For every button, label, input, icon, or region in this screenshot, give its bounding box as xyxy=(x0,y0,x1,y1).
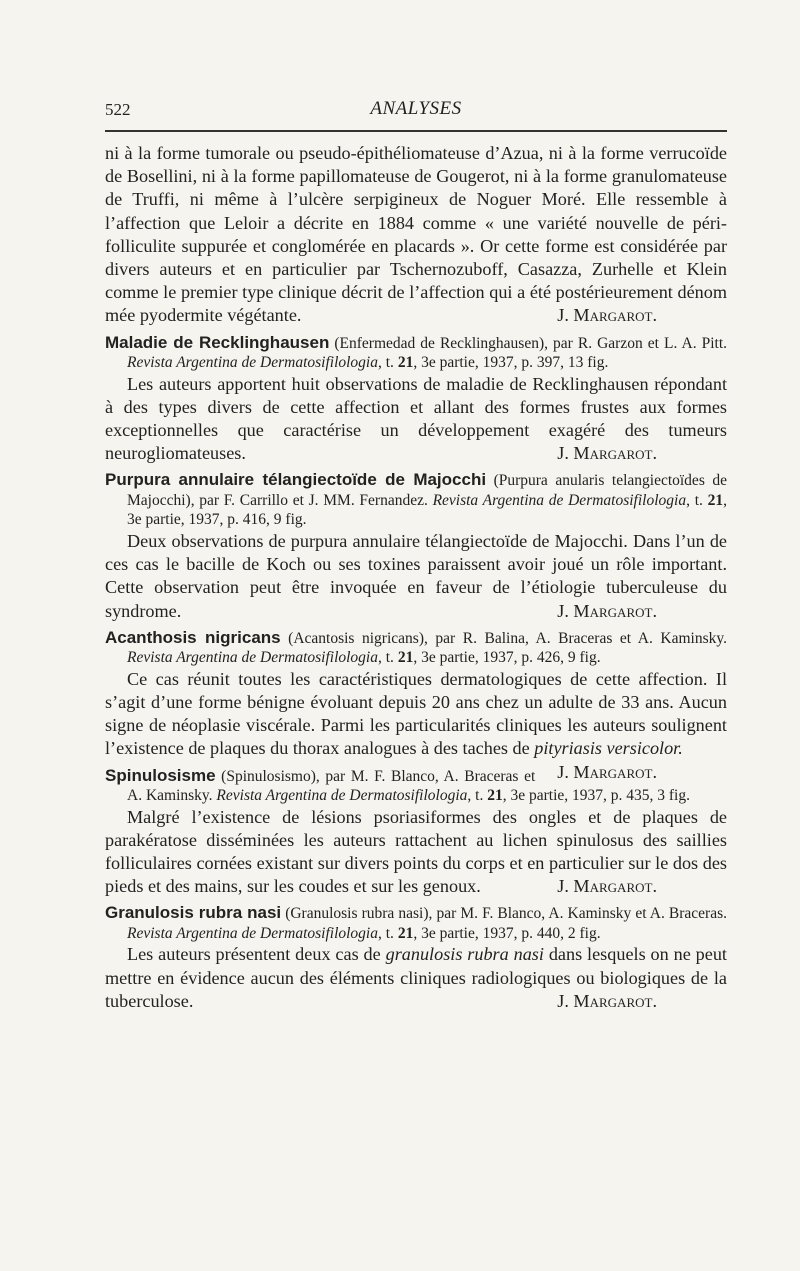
review-entry xyxy=(105,766,727,899)
journal-name: Revista Argentina de Dermatosifilologia xyxy=(127,649,378,667)
journal-name: Revista Argentina de Dermatosifilologia xyxy=(127,924,378,942)
entry-title: Purpura annulaire télangiectoïde de Majocchi xyxy=(105,470,487,490)
page-header xyxy=(105,96,727,124)
volume-number: 21 xyxy=(397,649,414,667)
citation-text: , t. xyxy=(467,787,488,805)
signature: J. Margarot. xyxy=(557,443,657,464)
volume-number: 21 xyxy=(397,924,414,942)
entry-title: Maladie de Recklinghausen xyxy=(105,332,330,352)
citation-text: , t. xyxy=(378,354,398,372)
citation-text: , t. xyxy=(378,924,398,942)
citation-authors: (Acantosis nigricans), par R. Balina, A. Braceras et A. Kaminsky. xyxy=(280,629,727,647)
citation-pages: , 3e partie, 1937, p. 440, 2 fig. xyxy=(413,924,601,942)
signature: J. Margarot. xyxy=(557,990,657,1011)
entry-title: Spinulosisme xyxy=(105,765,216,785)
journal-name: Revista Argentina de Dermatosifilologia xyxy=(127,354,378,372)
entry-body xyxy=(105,530,727,623)
citation-pages: , 3e partie, 1937, p. 426, 9 fig. xyxy=(413,649,601,667)
citation-authors: (Enfermedad de Recklinghausen), par R. Garzon et L. A. Pitt. xyxy=(334,334,728,352)
intro-paragraph xyxy=(105,142,727,328)
signature: J. Margarot. xyxy=(557,305,657,326)
citation-pages: , 3e partie, 1937, p. 435, 3 fig. xyxy=(502,787,690,805)
citation-authors: (Granulosis rubra nasi), par M. F. Blanco, A. Kaminsky et A. Braceras. xyxy=(281,905,727,923)
entry-citation xyxy=(105,628,727,668)
citation-pages: , 3e partie, 1937, p. 416, 9 fig. xyxy=(127,491,727,529)
entry-title: Acanthosis nigricans xyxy=(105,627,281,647)
body-text: Malgré l’existence de lésions psoriasiformes des ongles et de plaques de parakératose disséminées les auteurs rattachent au lichen spinulosus des saillies folliculaires cornées existant sur divers points du corps et en particulier sur le dos des pieds et des mains, sur les coudes et sur les genoux. xyxy=(105,806,727,897)
review-entry xyxy=(105,470,727,622)
page xyxy=(105,96,727,1013)
entry-citation xyxy=(105,903,727,943)
intro-text: ni à la forme tumorale ou pseudo-épithéliomateuse d’Azua, ni à la forme verrucoïde de Bosellini, ni à la forme papillomateuse de Gougerot, ni à la forme granulomateuse de Truffi, ni même à l’ulcère serpigineux de Noguer Moré. Elle ressemble à l’affection que Leloir a décrite en 1884 comme « une variété nouvelle de péri-folliculite suppurée et conglomérée en placards ». Or cette forme est considérée par divers auteurs et en particulier par Tschernozuboff, Casazza, Zurhelle et Klein comme le premier type clinique décrit de l’affection qui a été postérieurement dénom mée pyodermite végétante. xyxy=(105,143,727,326)
body-text: Ce cas réunit toutes les caractéristiques dermatologiques de cette affection. Il s’agit d’une forme bénigne évoluant depuis 20 ans chez un adulte de 33 ans. Aucun signe de néoplasie viscérale. Parmi les particularités cliniques les auteurs soulignent l’existence de plaques du thorax analogues à des taches de xyxy=(105,668,727,759)
volume-number: 21 xyxy=(487,787,503,805)
entry-body xyxy=(105,943,727,1013)
entry-title: Granulosis rubra nasi xyxy=(105,903,282,923)
header-rule xyxy=(105,130,727,132)
signature: J. Margarot. xyxy=(557,761,657,782)
journal-name: Revista Argentina de Dermatosifilologia xyxy=(216,787,468,805)
citation-text: , t. xyxy=(378,649,398,667)
citation-text: , t. xyxy=(686,491,708,509)
journal-name: Revista Argentina de Dermatosifilologia xyxy=(432,491,687,509)
volume-number: 21 xyxy=(707,491,724,509)
volume-number: 21 xyxy=(397,354,414,372)
page-number: 522 xyxy=(105,100,131,119)
entry-body xyxy=(105,373,727,466)
citation-pages: , 3e partie, 1937, p. 397, 13 fig. xyxy=(413,354,609,372)
citation-authors: (Purpura anularis telangiectoïdes de Majocchi), par F. Carrillo et J. MM. Fernandez. xyxy=(127,472,727,509)
citation-authors: (Spinulosismo), par M. F. Blanco, A. Braceras et A. Kaminsky. xyxy=(127,767,536,805)
entry-citation xyxy=(105,333,727,373)
signature: J. Margarot. xyxy=(557,876,657,897)
running-title: ANALYSES xyxy=(370,98,462,119)
signature: J. Margarot. xyxy=(557,600,657,621)
body-text: Les auteurs présentent deux cas de xyxy=(127,944,386,965)
italic-term: granulosis rubra nasi xyxy=(385,944,544,965)
review-entry xyxy=(105,903,727,1013)
review-entry xyxy=(105,333,727,466)
body-text: Deux observations de purpura annulaire télangiectoïde de Majocchi. Dans l’un de ces cas le bacille de Koch ou ses toxines paraissent avoir joué un rôle important. Cette observation peut être invoquée en faveur de l’étiologie tuberculeuse du syndrome. xyxy=(105,530,727,621)
entry-body xyxy=(105,806,727,899)
italic-term: pityriasis versicolor. xyxy=(534,738,683,759)
body-text: Les auteurs apportent huit observations de maladie de Recklinghausen répondant à des types divers de cette affection et allant des formes frustes aux formes exceptionnelles que caractérise un développement exagéré des tumeurs neurogliomateuses. xyxy=(105,373,727,464)
body-text: dans lesquels on ne peut mettre en évidence aucun des éléments cliniques radiologiques ou biologiques de la tuberculose. xyxy=(105,944,727,1011)
entry-citation xyxy=(105,470,727,530)
